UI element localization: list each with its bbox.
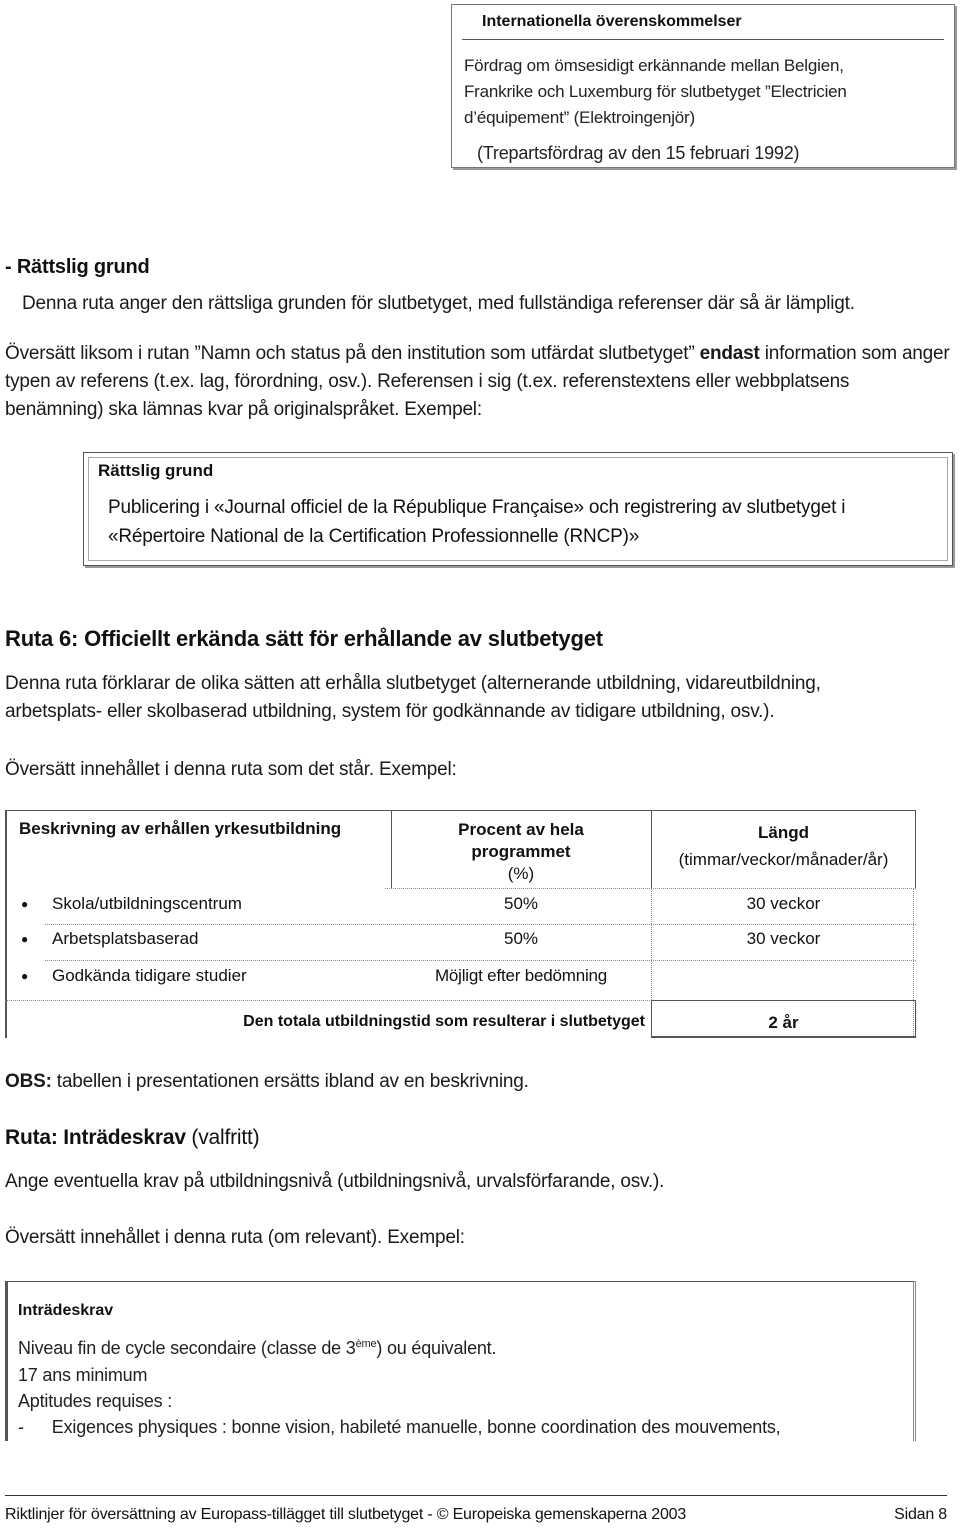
table-left-rule	[5, 810, 7, 1038]
intl-box-title: Internationella överenskommelser	[482, 13, 742, 30]
legal-basis-example-box	[83, 452, 953, 566]
training-table	[5, 810, 916, 1038]
row-1-pct: 50%	[503, 894, 539, 913]
row-2-len: 30 veckor	[746, 929, 821, 948]
footer-left: Riktlinjer för översättning av Europass-tillägget till slutbetyget - © Europeiska gemenskaperna 2003	[5, 1506, 687, 1523]
legal-p2-b: information som anger typen av referens (t.ex. lag, förordning, osv.). Referensen i sig (t.ex. referenstextens eller webbplatsens benämning) ska lämnas kvar på originalspråket. Exempel:	[5, 343, 950, 420]
obs-note	[5, 1068, 529, 1096]
table-header-percent-3: (%)	[507, 864, 535, 883]
legal-box-body	[108, 493, 942, 551]
legal-box-label: Rättslig grund	[98, 461, 214, 480]
ruta6-p2: Översätt innehållet i denna ruta som det står. Exempel:	[5, 759, 457, 780]
obs-text: tabellen i presentationen ersätts ibland av en beskrivning.	[51, 1071, 529, 1092]
table-header-percent	[391, 819, 651, 885]
legal-box-line-2: «Répertoire National de la Certification Professionnelle (RNCP)»	[108, 526, 640, 547]
row-2-bullet: ●	[21, 932, 29, 946]
intl-box-divider	[462, 39, 944, 40]
row-1-bullet: ●	[21, 897, 29, 911]
req-line1-b: ) ou équivalent.	[376, 1338, 497, 1358]
ruta6-p1-line1: Denna ruta förklarar de olika sätten att erhålla slutbetyget (alternerande utbildning, vidareutbildning,	[5, 673, 821, 694]
ruta6-p1-line2: arbetsplats- eller skolbaserad utbildning, system för godkännande av tidigare utbildning, osv.).	[5, 701, 775, 722]
row-3-bullet: ●	[21, 969, 29, 983]
req-line4-text: Exigences physiques : bonne vision, habileté manuelle, bonne coordination des mouvements,	[51, 1417, 781, 1437]
legal-box-line-1: Publicering i «Journal officiel de la République Française» och registrering av slutbetyget i	[108, 497, 846, 518]
ruta6-heading: Ruta 6: Officiellt erkända sätt för erhållande av slutbetyget	[5, 626, 603, 651]
row-3-pct: Möjligt efter bedömning	[434, 966, 608, 985]
row-1-len: 30 veckor	[746, 894, 821, 913]
table-header-length-2: (timmar/veckor/månader/år)	[678, 850, 889, 869]
ruta-req-p1: Ange eventuella krav på utbildningsnivå (utbildningsnivå, urvalsförfarande, osv.).	[5, 1171, 665, 1192]
legal-basis-heading: - Rättslig grund	[5, 256, 150, 278]
row-2-pct: 50%	[503, 929, 539, 948]
legal-p2-a: Översätt liksom i rutan ”Namn och status på den institution som utfärdat slutbetyget”	[5, 343, 700, 364]
req-line1-sup: ème	[355, 1338, 377, 1350]
entry-requirements-box	[5, 1281, 916, 1441]
ruta-req-heading-rest: (valfritt)	[185, 1126, 260, 1149]
page-footer	[5, 1495, 947, 1524]
obs-label: OBS:	[5, 1071, 52, 1092]
row-3-desc: Godkända tidigare studier	[52, 966, 247, 985]
total-value: 2 år	[768, 1013, 799, 1032]
footer-page-number: Sidan 8	[894, 1506, 947, 1523]
legal-basis-p1: Denna ruta anger den rättsliga grunden för slutbetyget, med fullständiga referenser där så är lämpligt.	[22, 293, 855, 314]
req-box-line-1	[18, 1338, 496, 1359]
table-header-percent-1: Procent av hela	[458, 820, 584, 839]
intl-line-1: Fördrag om ömsesidigt erkännande mellan Belgien,	[464, 56, 844, 75]
intl-line-3: d’équipement” (Elektroingenjör)	[464, 108, 695, 127]
table-header-percent-2: programmet	[471, 842, 571, 861]
table-header-length-1: Längd	[758, 823, 809, 842]
req-line4-dash: -	[18, 1417, 24, 1437]
ruta-req-heading	[5, 1126, 259, 1150]
legal-basis-p2	[5, 340, 950, 424]
ruta6-p1	[5, 670, 950, 726]
intl-line-2: Frankrike och Luxemburg för slutbetyget ”Electricien	[464, 82, 847, 101]
intl-box-text	[464, 53, 944, 131]
table-header-length	[651, 819, 916, 873]
req-box-line-4	[18, 1417, 780, 1438]
row-sep-2	[45, 960, 916, 961]
req-box-line-3: Aptitudes requises :	[18, 1391, 173, 1411]
ruta-req-p2: Översätt innehållet i denna ruta (om relevant). Exempel:	[5, 1227, 465, 1248]
international-agreements-box	[451, 4, 955, 168]
row-sep-1	[45, 924, 916, 925]
req-box-label: Inträdeskrav	[18, 1302, 114, 1319]
intl-line-4: (Trepartsfördrag av den 15 februari 1992)	[477, 143, 800, 163]
req-box-line-2: 17 ans minimum	[18, 1365, 148, 1385]
legal-p2-bold: endast	[699, 343, 760, 364]
row-1-desc: Skola/utbildningscentrum	[52, 894, 242, 913]
req-line1-a: Niveau fin de cycle secondaire (classe de 3	[18, 1338, 356, 1358]
total-label: Den totala utbildningstid som resulterar i slutbetyget	[243, 1013, 645, 1030]
row-2-desc: Arbetsplatsbaserad	[52, 929, 199, 948]
table-header-description: Beskrivning av erhållen yrkesutbildning	[19, 819, 342, 838]
ruta-req-heading-bold: Ruta: Inträdeskrav	[5, 1126, 186, 1149]
